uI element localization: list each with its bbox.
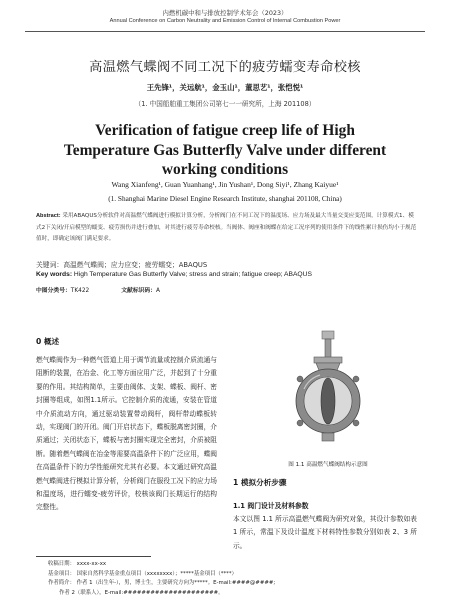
abstract (36, 211, 417, 246)
footnote (48, 560, 418, 598)
subsection-heading-design: 1.1 阀门设计及材料参数 (233, 502, 309, 510)
section-heading-simulation: 1 模拟分析步骤 (233, 478, 287, 487)
doc-code-label: 文献标识码： (121, 288, 157, 294)
footnote-received: 收稿日期： xxxx-xx-xx (48, 561, 107, 567)
section-body-overview: 燃气蝶阀作为一种燃气管道上用于调节流量或控制介质流通与阻断的装置，在冶金、化工等方面应用广泛，并起到了十分重要的作用。其结构简单，主要由阀体、支架、蝶板、阀杆、密封圈等组成，如图1.1所示。它控制介质的流通，安装在管道中介质流动方向，通过驱动装置带动阀杆，阀杆带动蝶板转动，实现阀门的开闭。阀门开启状态下，蝶板脱离密封圈，介质通过；关闭状态下，蝶板与密封圈实现完全密封，介质被阻断。随着燃气蝶阀在冶金等需要高温条件下的广泛应用，蝶阀在高温条件下的力学性能研究尤其有必要。本文通过研究高温燃气蝶阀进行模拟计算分析，分析阀门在服役工况下的应力场和温度场，进行蠕变-疲劳评价，校核该阀门长期运行的结构完整性。 (36, 356, 217, 512)
affiliation-en: (1. Shanghai Marine Diesel Engine Research Institute, shanghai 201108, China) (108, 194, 342, 203)
running-header-en: Annual Conference on Carbon Neutrality and Emission Control of Internal Combustion Power (109, 18, 341, 24)
valve-figure (240, 329, 416, 447)
abstract-label: Abstract: (36, 213, 61, 219)
affiliation-cn: （1. 中国船舶重工集团公司第七一一研究所，上海 201108） (134, 100, 316, 108)
running-header-cn: 内燃机碳中和与排放控制学术年会（2023） (162, 9, 288, 17)
keywords-en (36, 271, 417, 278)
footnote-author-info-2: 作者 2（联系人），E-mail:#####################。 (59, 589, 224, 596)
paper-title-en: Verification of fatigue creep life of High Temperature Gas Butterfly Valve under different working conditions (63, 122, 387, 178)
author-list-cn: 王先锋¹，关远航¹，金玉山¹，董思艺¹，张恺悦¹ (146, 83, 304, 92)
keywords-cn (36, 259, 417, 269)
header-divider (25, 31, 425, 32)
footnote-fund: 基金项目： 国家自然科学基金重点项目（xxxxxxxx）；*****基金项目（****） (48, 570, 237, 577)
keywords-en-label: Key words: (36, 271, 73, 278)
keywords-en-text: High Temperature Gas Butterfly Valve; stress and strain; fatigue creep; ABAQUS (73, 271, 312, 278)
keywords-cn-label: 关键词： (36, 261, 64, 269)
keywords-cn-text: 高温燃气蝶阀；应力应变；疲劳蠕变；ABAQUS (63, 261, 208, 269)
footnote-divider (36, 556, 151, 557)
author-list-en: Wang Xianfeng¹, Guan Yuanhang¹, Jin Yushan¹, Dong Siyi¹, Zhang Kaiyue¹ (111, 180, 339, 189)
classification-line (36, 285, 417, 294)
paper-title-cn: 高温燃气蝶阀不同工况下的疲劳蠕变寿命校核 (89, 60, 361, 75)
doc-code-value: A (156, 288, 160, 294)
clc-label: 中图分类号： (36, 288, 71, 294)
figure-caption: 图 1.1 高温燃气蝶阀结构示意图 (288, 462, 368, 468)
running-header (0, 9, 450, 25)
section-heading-overview: 0 概述 (36, 337, 60, 346)
footnote-author-info: 作者简介： 作者 1（出生年-），男，博士生，主要研究方向为*****。E-mail:####@####; (48, 580, 276, 587)
subsection-body-design: 本文以图 1.1 所示高温燃气蝶阀为研究对象，其设计参数如表 1 所示，常温下及设计温度下材料特性参数分别如表 2、3 所示。 (233, 515, 417, 550)
clc-value: TK422 (70, 288, 90, 294)
abstract-text: 采用ABAQUS分析软件对高温燃气蝶阀进行模拟计算分析，分析阀门在不同工况下的温度场、应力场及最大当量交变应变范围，计算模式1、模式2下关闭/开启模型的蠕变、疲劳损伤并进行叠加，对其进行疲劳寿命校核。当阀体、阀座和阀蝶在给定工况序列的使用条件下的线性累计损伤均小于规范值时，即确定该阀门满足要求。 (36, 213, 417, 242)
butterfly-valve-illustration (240, 329, 416, 447)
